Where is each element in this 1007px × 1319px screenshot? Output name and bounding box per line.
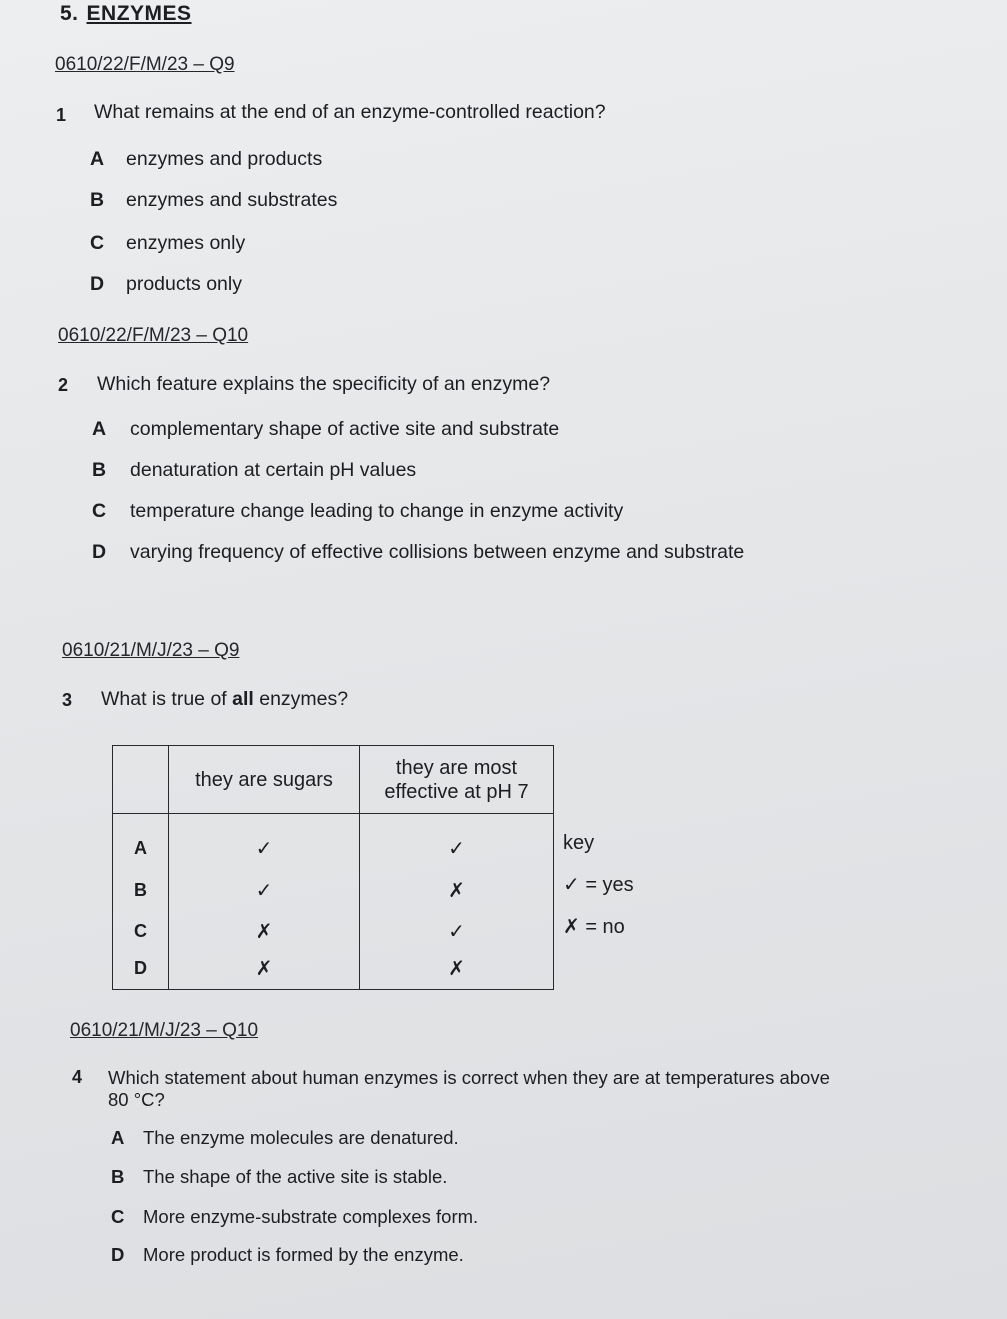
table-row bbox=[113, 870, 554, 911]
table-row-letter: D bbox=[113, 952, 169, 990]
table-key bbox=[563, 822, 634, 948]
heading-number: 5. bbox=[60, 2, 79, 25]
question-4-text-line2: 80 °C? bbox=[108, 1089, 165, 1110]
answer-table bbox=[112, 745, 554, 990]
key-title: key bbox=[563, 832, 595, 854]
question-1-option-c bbox=[90, 232, 245, 255]
question-2-number: 2 bbox=[58, 375, 69, 395]
option-letter: D bbox=[92, 541, 107, 563]
option-letter: A bbox=[92, 418, 107, 440]
question-1-reference: 0610/22/F/M/23 – Q9 bbox=[55, 54, 235, 75]
question-2-option-d bbox=[92, 541, 744, 564]
table-cell-mark: ✓ bbox=[360, 911, 554, 952]
option-letter: C bbox=[92, 500, 107, 522]
question-2-option-c bbox=[92, 500, 623, 523]
table-cell-mark: ✓ bbox=[169, 814, 360, 870]
option-letter: D bbox=[90, 273, 105, 295]
option-text: complementary shape of active site and substrate bbox=[130, 418, 560, 440]
option-letter: D bbox=[111, 1244, 125, 1265]
table-row bbox=[113, 911, 554, 952]
table-header-ph7-line1: they are most bbox=[395, 756, 518, 779]
question-1-number: 1 bbox=[56, 105, 67, 125]
table-header-ph7 bbox=[360, 746, 554, 814]
question-3-text bbox=[101, 688, 348, 711]
table-cell-mark: ✗ bbox=[360, 952, 554, 990]
table-header-sugars: they are sugars bbox=[169, 746, 360, 814]
question-2-text: Which feature explains the specificity of an enzyme? bbox=[97, 373, 551, 395]
option-text: denaturation at certain pH values bbox=[130, 459, 417, 481]
page-heading bbox=[60, 2, 192, 26]
table-row-letter: A bbox=[113, 814, 169, 870]
option-text: varying frequency of effective collisions between enzyme and substrate bbox=[130, 541, 745, 563]
heading-title: ENZYMES bbox=[86, 2, 192, 25]
question-3-number: 3 bbox=[62, 690, 73, 710]
table-header-ph7-line2: effective at pH 7 bbox=[384, 780, 529, 803]
question-1-option-b bbox=[90, 189, 337, 212]
question-3-text-bold: all bbox=[232, 688, 254, 710]
question-4-option-c bbox=[111, 1206, 478, 1228]
question-2-option-a bbox=[92, 418, 559, 441]
question-1-text: What remains at the end of an enzyme-controlled reaction? bbox=[94, 101, 606, 123]
option-text: More product is formed by the enzyme. bbox=[143, 1244, 464, 1265]
question-4-option-a bbox=[111, 1127, 459, 1149]
option-letter: C bbox=[111, 1206, 125, 1227]
option-text: The shape of the active site is stable. bbox=[143, 1166, 448, 1187]
question-4-number: 4 bbox=[72, 1067, 83, 1087]
option-text: The enzyme molecules are denatured. bbox=[143, 1127, 459, 1148]
table-header-row bbox=[113, 746, 554, 814]
table-row bbox=[113, 952, 554, 990]
question-4-reference: 0610/21/M/J/23 – Q10 bbox=[70, 1020, 259, 1041]
question-3-reference: 0610/21/M/J/23 – Q9 bbox=[62, 640, 240, 661]
option-text: enzymes and products bbox=[126, 148, 323, 170]
option-letter: A bbox=[111, 1127, 125, 1148]
key-yes: ✓ = yes bbox=[563, 874, 634, 896]
table-row bbox=[113, 814, 554, 870]
key-no: ✗ = no bbox=[563, 916, 625, 938]
table-corner-cell bbox=[113, 746, 169, 814]
option-text: products only bbox=[126, 273, 242, 295]
option-text: temperature change leading to change in enzyme activity bbox=[130, 500, 624, 522]
question-2-reference: 0610/22/F/M/23 – Q10 bbox=[58, 325, 249, 346]
question-3-text-after: enzymes? bbox=[253, 688, 349, 710]
table-row-letter: C bbox=[113, 911, 169, 952]
table-cell-mark: ✗ bbox=[360, 870, 554, 911]
option-text: enzymes only bbox=[126, 232, 246, 254]
question-1-option-d bbox=[90, 273, 242, 296]
table-cell-mark: ✗ bbox=[169, 911, 360, 952]
option-letter: B bbox=[90, 189, 105, 211]
question-4-option-d bbox=[111, 1244, 464, 1266]
table-row-letter: B bbox=[113, 870, 169, 911]
question-3-text-before: What is true of bbox=[101, 688, 233, 710]
question-1-option-a bbox=[90, 148, 322, 171]
option-letter: B bbox=[111, 1166, 125, 1187]
option-text: enzymes and substrates bbox=[126, 189, 338, 211]
option-letter: C bbox=[90, 232, 105, 254]
option-text: More enzyme-substrate complexes form. bbox=[143, 1206, 479, 1227]
option-letter: A bbox=[90, 148, 105, 170]
table-cell-mark: ✓ bbox=[360, 814, 554, 870]
option-letter: B bbox=[92, 459, 107, 481]
table-cell-mark: ✗ bbox=[169, 952, 360, 990]
question-4-option-b bbox=[111, 1166, 447, 1188]
question-2-option-b bbox=[92, 459, 416, 482]
table-cell-mark: ✓ bbox=[169, 870, 360, 911]
question-4-text-line1: Which statement about human enzymes is correct when they are at temperatures above bbox=[108, 1067, 830, 1088]
